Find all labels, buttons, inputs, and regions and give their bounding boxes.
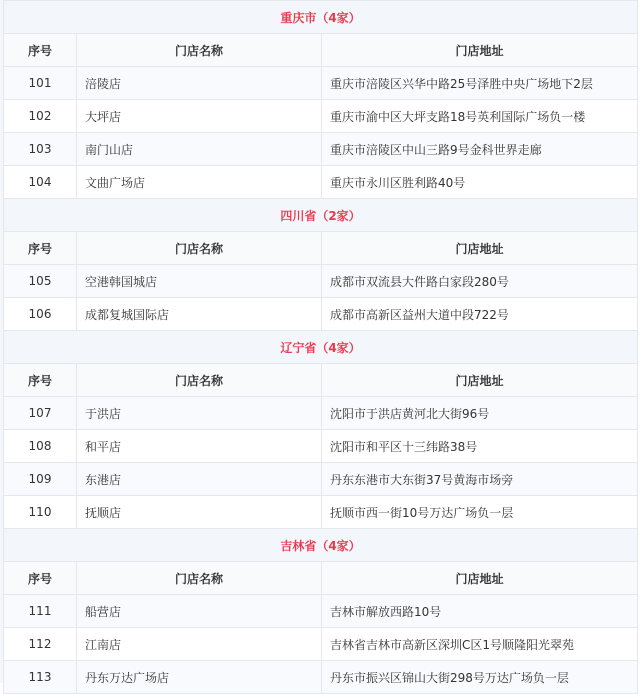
table-row	[4, 100, 638, 133]
store-address: 重庆市渝中区大坪支路18号英利国际广场负一楼	[322, 100, 638, 133]
region-title: 吉林省（4家）	[4, 529, 638, 562]
store-address: 吉林市解放西路10号	[322, 595, 638, 628]
store-address: 丹东市振兴区锦山大街298号万达广场负一层	[322, 661, 638, 694]
table-row	[4, 496, 638, 529]
store-number: 113	[4, 661, 77, 694]
column-header-address: 门店地址	[322, 232, 638, 265]
store-number: 106	[4, 298, 77, 331]
column-header-row	[4, 34, 638, 67]
table-row	[4, 265, 638, 298]
column-header-address: 门店地址	[322, 364, 638, 397]
store-address: 成都市双流县大件路白家段280号	[322, 265, 638, 298]
store-name: 江南店	[77, 628, 322, 661]
store-number: 112	[4, 628, 77, 661]
column-header-num: 序号	[4, 562, 77, 595]
store-address: 抚顺市西一街10号万达广场负一层	[322, 496, 638, 529]
region-header	[4, 199, 638, 232]
table-row	[4, 67, 638, 100]
table-row	[4, 661, 638, 694]
store-name: 于洪店	[77, 397, 322, 430]
store-number: 108	[4, 430, 77, 463]
region-header	[4, 1, 638, 34]
table-row	[4, 595, 638, 628]
store-address: 重庆市涪陵区中山三路9号金科世界走廊	[322, 133, 638, 166]
store-name: 东港店	[77, 463, 322, 496]
region-title: 四川省（2家）	[4, 199, 638, 232]
table-row	[4, 166, 638, 199]
region-header	[4, 529, 638, 562]
store-number: 111	[4, 595, 77, 628]
region-header	[4, 331, 638, 364]
column-header-row	[4, 364, 638, 397]
store-address: 成都市高新区益州大道中段722号	[322, 298, 638, 331]
store-table-body	[4, 1, 638, 694]
column-header-name: 门店名称	[77, 364, 322, 397]
region-title: 辽宁省（4家）	[4, 331, 638, 364]
column-header-row	[4, 232, 638, 265]
store-number: 110	[4, 496, 77, 529]
store-number: 102	[4, 100, 77, 133]
column-header-address: 门店地址	[322, 34, 638, 67]
column-header-num: 序号	[4, 34, 77, 67]
store-number: 107	[4, 397, 77, 430]
store-address: 丹东东港市大东街37号黄海市场旁	[322, 463, 638, 496]
column-header-row	[4, 562, 638, 595]
store-number: 103	[4, 133, 77, 166]
store-name: 大坪店	[77, 100, 322, 133]
table-row	[4, 463, 638, 496]
table-row	[4, 430, 638, 463]
store-name: 船营店	[77, 595, 322, 628]
column-header-num: 序号	[4, 232, 77, 265]
store-name: 丹东万达广场店	[77, 661, 322, 694]
store-name: 空港韩国城店	[77, 265, 322, 298]
store-number: 101	[4, 67, 77, 100]
table-row	[4, 298, 638, 331]
store-name: 文曲广场店	[77, 166, 322, 199]
column-header-name: 门店名称	[77, 34, 322, 67]
store-number: 105	[4, 265, 77, 298]
column-header-name: 门店名称	[77, 232, 322, 265]
column-header-address: 门店地址	[322, 562, 638, 595]
table-row	[4, 133, 638, 166]
store-number: 109	[4, 463, 77, 496]
table-row	[4, 628, 638, 661]
store-number: 104	[4, 166, 77, 199]
store-name: 成都复城国际店	[77, 298, 322, 331]
store-name: 涪陵店	[77, 67, 322, 100]
store-address: 吉林省吉林市高新区深圳C区1号顺隆阳光翠苑	[322, 628, 638, 661]
store-name: 和平店	[77, 430, 322, 463]
store-name: 抚顺店	[77, 496, 322, 529]
store-table	[3, 0, 638, 694]
store-address: 重庆市永川区胜利路40号	[322, 166, 638, 199]
store-address: 重庆市涪陵区兴华中路25号泽胜中央广场地下2层	[322, 67, 638, 100]
store-name: 南门山店	[77, 133, 322, 166]
column-header-num: 序号	[4, 364, 77, 397]
region-title: 重庆市（4家）	[4, 1, 638, 34]
store-address: 沈阳市于洪店黄河北大街96号	[322, 397, 638, 430]
column-header-name: 门店名称	[77, 562, 322, 595]
store-address: 沈阳市和平区十三纬路38号	[322, 430, 638, 463]
table-row	[4, 397, 638, 430]
